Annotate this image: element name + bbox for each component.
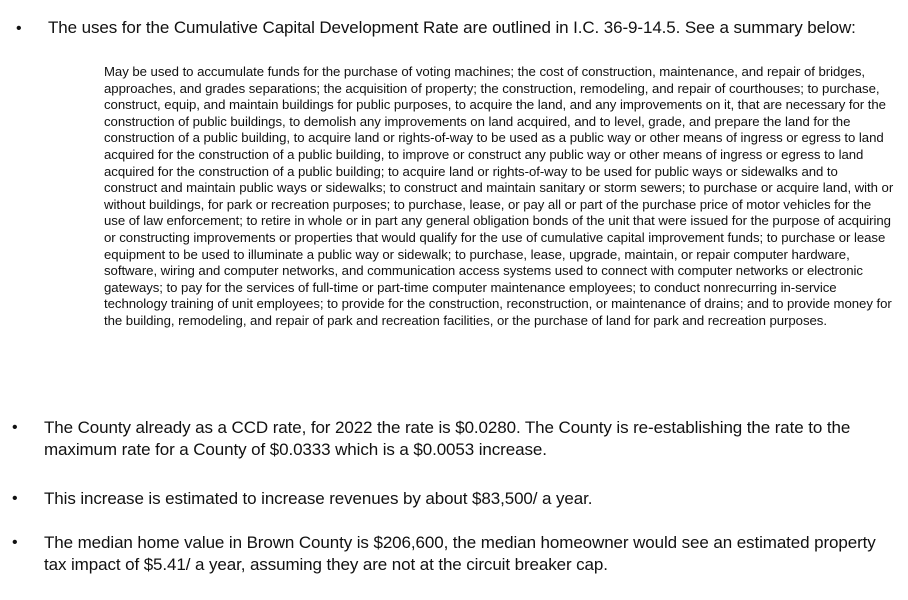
bullet-ccd-rate-text: The County already as a CCD rate, for 2022 the rate is $0.0280. The County is re-establishing the rate to the maximum rate for a County of $0.0333 which is a $0.0053 increase. (44, 418, 851, 459)
bullet-symbol: • (12, 490, 18, 507)
bullet-home-value-text: The median home value in Brown County is $206,600, the median homeowner would see an estimated property tax impact of $5.41/ a year, assuming they are not at the circuit breaker cap. (44, 533, 876, 574)
bullet-symbol: • (16, 20, 22, 37)
summary-paragraph: May be used to accumulate funds for the purchase of voting machines; the cost of construction, maintenance, and repair of bridges, approaches, and grades separations; the acquisition of property; the construction, remodeling, and repair of courthouses; to purchase, construct, equip, and maintain buildings for public purposes, to acquire the land, and any improvements on it, that are necessary for the construction of public buildings, to demolish any improvements on land acquired, and to level, grade, and prepare the land for the construction of a public building, to acquire land or rights-of-way to be used as a public way or other means of ingress or egress to land acquired for the construction of a public building, to improve or construct any public way or other means of ingress or egress to land acquired for the construction of a public building; to acquire land or rights-of-way to be used for public ways or sidewalks and to construct and maintain public ways or sidewalks; to construct and maintain sanitary or storm sewers; to purchase or acquire land, with or without buildings, for park or recreation purposes; to purchase, lease, or pay all or part of the purchase price of motor vehicles for the use of law enforcement; to retire in whole or in part any general obligation bonds of the unit that were issued for the purpose of acquiring or constructing improvements or properties that would qualify for the use of cumulative capital improvement funds; to purchase or lease equipment to be used to illuminate a public way or sidewalk; to purchase, lease, upgrade, maintain, or repair computer hardware, software, wiring and computer networks, and communication access systems used to connect with computer networks or electronic gateways; to pay for the services of full-time or part-time computer maintenance employees; to conduct nonrecurring in-service technology training of unit employees; to provide for the construction, reconstruction, or maintenance of drains; and to provide money for the building, remodeling, and repair of park and recreation facilities, or the purchase of land for park and recreation purposes. (104, 64, 894, 328)
bullet-symbol: • (12, 419, 18, 436)
bullet-symbol: • (12, 534, 18, 551)
bullet-revenue-text: This increase is estimated to increase revenues by about $83,500/ a year. (44, 489, 593, 508)
bullet-uses-text: The uses for the Cumulative Capital Development Rate are outlined in I.C. 36-9-14.5. See a summary below: (48, 18, 856, 37)
